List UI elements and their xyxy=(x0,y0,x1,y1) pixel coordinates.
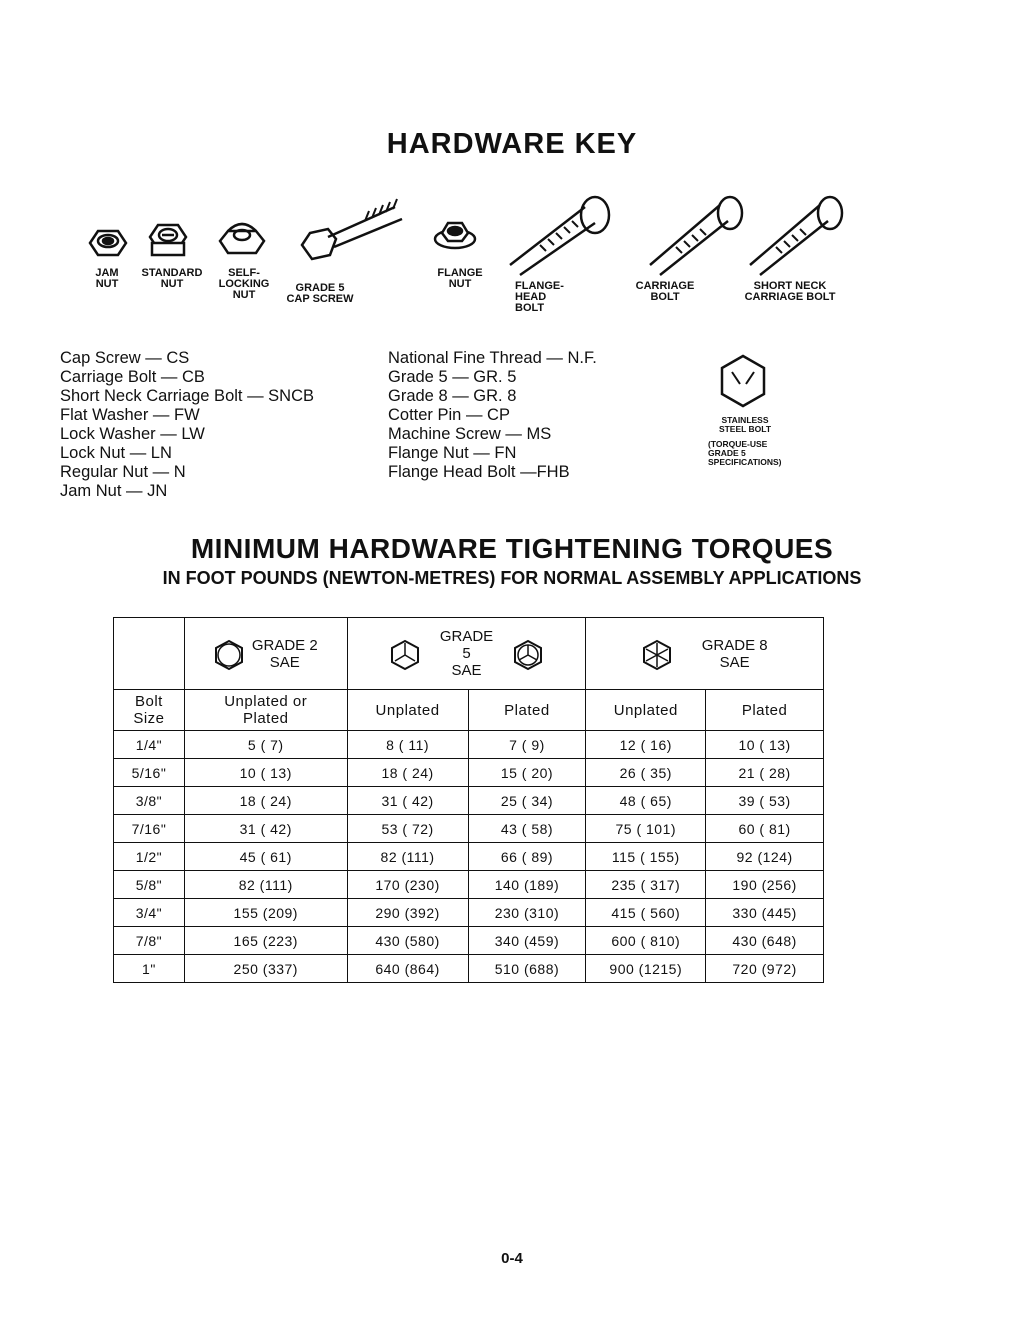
col-grade5-plated: Plated xyxy=(468,690,586,731)
self-locking-nut-icon xyxy=(220,224,264,253)
grade5-header: GRADE 5 SAE xyxy=(347,618,586,690)
col-grade8-unplated: Unplated xyxy=(586,690,706,731)
hardware-label-self-locking-nut: SELF- LOCKING NUT xyxy=(218,267,270,301)
hardware-label-flange-head-bolt: FLANGE- HEAD BOLT xyxy=(515,280,564,314)
grade5-head-icon xyxy=(513,639,543,669)
abbreviations-right xyxy=(388,349,597,482)
hardware-label-standard-nut: STANDARD NUT xyxy=(141,267,203,290)
abbreviation-item: Machine Screw — MS xyxy=(388,425,552,443)
table-row: 1/4" 5 ( 7) 8 ( 11) 7 ( 9) 12 ( 16) 10 ( 13) xyxy=(114,731,824,759)
jam-nut-icon xyxy=(90,231,126,255)
abbreviation-item: Flange Nut — FN xyxy=(388,444,517,462)
blank-header-cell xyxy=(114,618,185,690)
abbreviation-item: Carriage Bolt — CB xyxy=(60,368,205,386)
stainless-steel-caption: STAINLESS STEEL BOLT (TORQUE-USE GRADE 5 SPECIFICATIONS) xyxy=(708,415,782,467)
abbreviations-left xyxy=(60,349,314,501)
table-row: 5/16" 10 ( 13) 18 ( 24) 15 ( 20) 26 ( 35) 21 ( 28) xyxy=(114,759,824,787)
grade5-head-icon xyxy=(390,639,420,669)
hardware-label-carriage-bolt: CARRIAGE BOLT xyxy=(635,280,695,303)
page-title: HARDWARE KEY xyxy=(386,128,638,160)
table-row: 1" 250 (337) 640 (864) 510 (688) 900 (1215) 720 (972) xyxy=(114,955,824,983)
abbreviation-item: Flat Washer — FW xyxy=(60,406,200,424)
grade2-head-icon xyxy=(214,639,244,669)
short-neck-carriage-bolt-icon xyxy=(750,197,842,275)
hardware-label-jam-nut: JAM NUT xyxy=(95,267,119,290)
abbreviation-item: Regular Nut — N xyxy=(60,463,186,481)
table-row: 3/8" 18 ( 24) 31 ( 42) 25 ( 34) 48 ( 65) 39 ( 53) xyxy=(114,787,824,815)
col-grade8-plated: Plated xyxy=(706,690,824,731)
table-row: 5/8" 82 (111) 170 (230) 140 (189) 235 ( 317) 190 (256) xyxy=(114,871,824,899)
grade8-head-icon xyxy=(642,639,672,669)
table-row: 7/16" 31 ( 42) 53 ( 72) 43 ( 58) 75 ( 101) 60 ( 81) xyxy=(114,815,824,843)
abbreviation-item: Cap Screw — CS xyxy=(60,349,190,367)
col-grade2: Unplated or Plated xyxy=(184,690,347,731)
abbreviation-item: Cotter Pin — CP xyxy=(388,406,510,424)
torque-subtitle: IN FOOT POUNDS (NEWTON-METRES) FOR NORMAL ASSEMBLY APPLICATIONS xyxy=(162,568,862,588)
abbreviation-item: National Fine Thread — N.F. xyxy=(388,349,597,367)
stainless-steel-bolt-icon xyxy=(718,354,768,408)
flange-head-bolt-icon xyxy=(510,197,609,275)
abbreviation-item: Lock Washer — LW xyxy=(60,425,205,443)
table-header-grades xyxy=(114,618,824,690)
standard-nut-icon xyxy=(150,225,186,255)
abbreviation-item: Flange Head Bolt —FHB xyxy=(388,463,570,481)
table-row: 1/2" 45 ( 61) 82 (111) 66 ( 89) 115 ( 155) 92 (124) xyxy=(114,843,824,871)
abbreviation-item: Jam Nut — JN xyxy=(60,482,168,500)
col-bolt-size: Bolt Size xyxy=(114,690,185,731)
abbreviation-item: Short Neck Carriage Bolt — SNCB xyxy=(60,387,315,405)
abbreviation-item: Grade 8 — GR. 8 xyxy=(388,387,517,405)
grade8-header: GRADE 8 SAE xyxy=(586,618,824,690)
abbreviation-item: Grade 5 — GR. 5 xyxy=(388,368,517,386)
hardware-label-short-neck-carriage-bolt: SHORT NECK CARRIAGE BOLT xyxy=(744,280,836,303)
table-row: 3/4" 155 (209) 290 (392) 230 (310) 415 ( 560) 330 (445) xyxy=(114,899,824,927)
grade2-header: GRADE 2 SAE xyxy=(184,618,347,690)
carriage-bolt-icon xyxy=(650,197,742,275)
abbreviation-item: Lock Nut — LN xyxy=(60,444,172,462)
table-row: 7/8" 165 (223) 430 (580) 340 (459) 600 ( 810) 430 (648) xyxy=(114,927,824,955)
hardware-label-flange-nut: FLANGE NUT xyxy=(437,267,483,290)
flange-nut-icon xyxy=(435,223,475,248)
torque-title: MINIMUM HARDWARE TIGHTENING TORQUES xyxy=(190,533,834,564)
torque-table xyxy=(113,617,824,983)
col-grade5-unplated: Unplated xyxy=(347,690,468,731)
hardware-label-cap-screw: GRADE 5 CAP SCREW xyxy=(286,282,354,305)
page-number: 0-4 xyxy=(501,1250,523,1267)
cap-screw-icon xyxy=(302,199,402,259)
table-header-columns xyxy=(114,690,824,731)
